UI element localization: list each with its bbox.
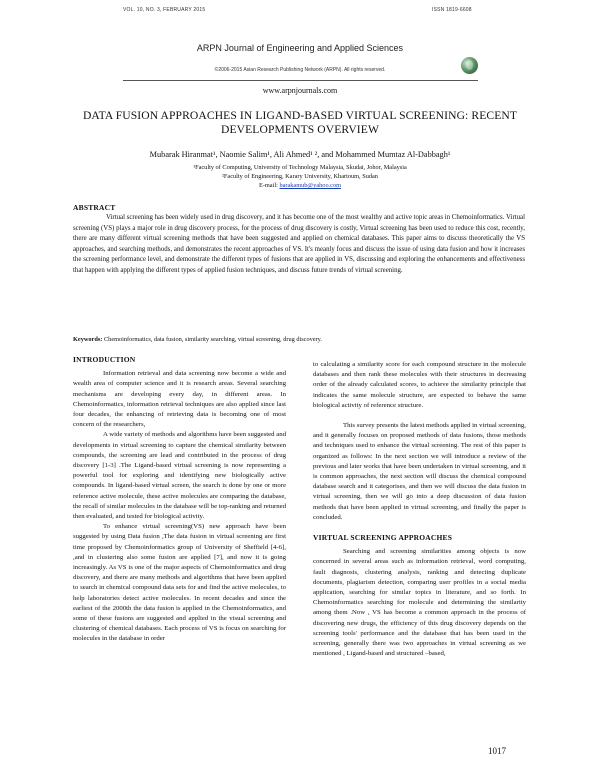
left-column (73, 355, 286, 645)
paragraph-gap (313, 523, 526, 533)
header-divider (123, 80, 478, 81)
vs-approaches-heading: VIRTUAL SCREENING APPROACHES (313, 533, 453, 543)
abstract-text: Virtual screening has been widely used in drug discovery, and it has become one of the most wealthy and active topic areas in Chemoinformatics. Virtual screening (VS) plays a major role in drug discovery process, for the process of drug discovery is costly, Virtual screening has been used to reduce this cost, recently, there are many different virtual screening methods that have been suggested and applied on chemical databases. This paper aims to discuss theoretically the VS approaches, and searching methods, and demonstrates the recent approaches of VS. It's meanly focus and discuss the issue of using data fusion and how it increases the screening performance level, and demonstrate the different types of fusions that are applied in VS, discussing and exploring the enhancements and effectiveness that happen with applying the different types of applied fusion techniques, and discuss future trends of virtual screening. (73, 214, 525, 274)
right-paragraph-1: to calculating a similarity score for each compound structure in the molecule databases and then rank these molecules with their structures in decreasing order of the already calculated scores, to achieve the similarity principle that indicates the same molecule structure, are expected to behave the same biological activity of reference structure. (313, 361, 526, 409)
intro-paragraph-2: A wide variety of methods and algorithms have been suggested and developments in virtual screening to capture the chemical similarity between compounds, the screening are lead and contributed in the process of drug discovery [1-3] .The Ligand-based virtual screening is now representing a powerful tool for exploring and identifying new biologically active compounds. In ligand-based virtual screen, the search is done by one or more reference active molecule, these active molecules are comparing the database, the recall of similar molecules in the database will be top-ranking and returned then evaluated, and tested for biological activity. (73, 431, 286, 521)
abstract-heading: ABSTRACT (73, 203, 116, 212)
keywords-text: Chemoinformatics, data fusion, similarity searching, virtual screening, drug discovery. (103, 336, 322, 343)
affiliation-1: ¹Faculty of Computing, University of Technology Malaysia, Skudai, Johor, Malaysia (193, 164, 407, 171)
intro-paragraph-3: To enhance virtual screening(VS) new approach have been suggested by using Data fusion ,The data fusion in virtual screening are first time proposed by Chemoinformatics group of University of Sheffield [4-6], ,and in clustering also some fusion are applied [7], and now it is going increasingly. As VS is one of the major aspects of Chemoinformatics and drug discovery, and there are many methods and algorithms that have been applied to search in chemical compound data sets for and find the active molecules, to help laboratories detect active molecules. In recent decades and since the earliest of the 2000th the data fusion is applied in the Chemoinformatics, and some of these fusions are suggested and applied in the visual screening and clustering of chemical databases. Each process of VS is focus on searching for molecules in the database in order (73, 523, 286, 643)
right-paragraph-2: This survey presents the latest methods applied in virtual screening, and it generally focuses on proposed methods of data fusions, those methods and techniques used to enhance the virtual screening. The rest of this paper is organized as follows: In the next section we will introduce a review of the previous and later works that have been undertaken in virtual screening, and it is common approaches, the next section will discuss the chemical compound database search and it categorises, and then we will discuss the data fusion in virtual screening, then we will go into a deep discussion of data fusion methods that have been applied in virtual screening, and finally the paper is concluded. (313, 422, 526, 521)
email-line (0, 182, 600, 189)
author-list: Mubarak Hiranmat¹, Naomie Salim¹, Ali Ahmed¹ ², and Mohammed Mumtaz Al-Dabbagh¹ (149, 150, 451, 159)
paper-title: DATA FUSION APPROACHES IN LIGAND-BASED VIRTUAL SCREENING: RECENT DEVELOPMENTS OVERVIEW (82, 109, 518, 136)
keywords-label: Keywords: (73, 336, 103, 343)
issn-info: ISSN 1819-6608 (432, 7, 472, 13)
paragraph-gap (313, 411, 526, 421)
right-column (313, 360, 526, 659)
intro-paragraph-1: Information retrieval and data screening now become a wide and wealth area of computer science and it is research areas. Several searching mechanisms are developing every day, in different areas. In Chemoinformatics, information retrieval techniques are also applied since last four decades, the enhancing of retrieving data is becoming one of most concern of the researchers, (73, 370, 286, 429)
affiliation-2: ²Faculty of Engineering, Karary University, Khartoum, Sudan (222, 173, 378, 180)
journal-website: www.arpnjournals.com (262, 86, 338, 95)
introduction-heading: INTRODUCTION (73, 355, 136, 364)
volume-info: VOL. 10, NO. 3, FEBRUARY 2015 (123, 7, 206, 13)
page-number: 1017 (488, 746, 506, 756)
email-label: E-mail: (258, 182, 278, 189)
right-paragraph-3: Searching and screening similarities among objects is now concerned in several areas such as information retrieval, word computing, fault diagnosis, clustering analysis, ranking and detecting duplicate documents, plagiarism detection, comparing user profiles in a social media application, searching for similar topics in literature, and so forth. In Chemoinformatics searching for molecule and determining the similarity among them .Now , VS has become a common approach in the process of discovering new drugs, the efficiency of this drug discovery depends on the screening tools' performance and the database that has been used in the screening, generally there was two approaches in virtual screening as we mentioned , Ligand-based and structured –based, (313, 548, 526, 658)
copyright-line: ©2006-2015 Asian Research Publishing Network (ARPN). All rights reserved. (214, 67, 386, 73)
email-link[interactable]: barakamub@yahoo.com (279, 182, 342, 189)
keywords-line (73, 336, 525, 343)
journal-name: ARPN Journal of Engineering and Applied Sciences (196, 43, 404, 53)
